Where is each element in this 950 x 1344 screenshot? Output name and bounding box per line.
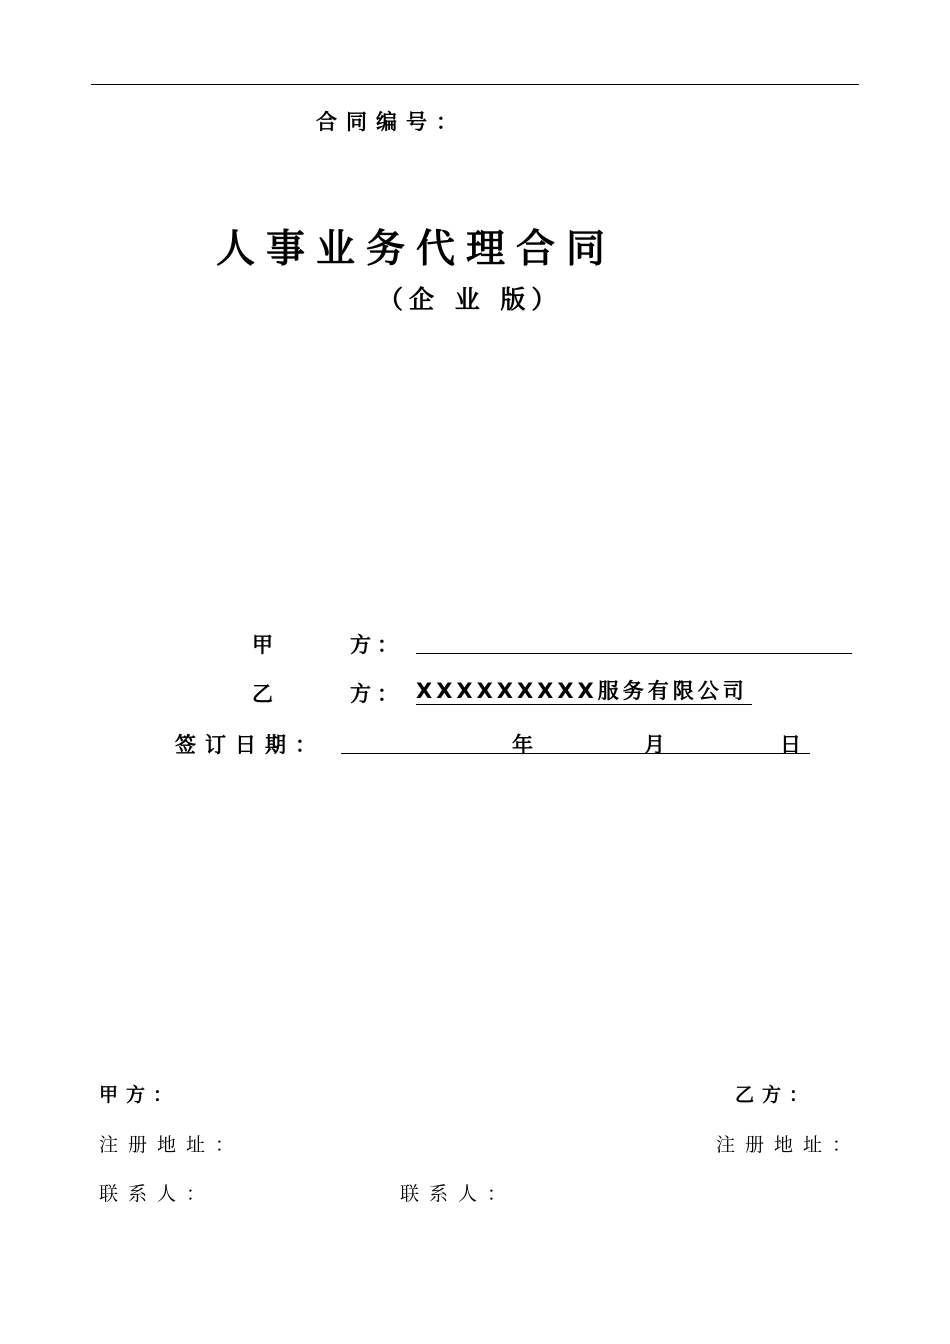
sign-date-fill-line bbox=[341, 753, 810, 754]
sign-date-label: 签订日期： bbox=[175, 733, 325, 757]
party-b-contact-label: 联系人： bbox=[400, 1183, 517, 1205]
party-a-label: 甲 bbox=[252, 633, 273, 657]
contract-number-label: 合同编号： bbox=[316, 110, 466, 134]
party-b-label: 乙 bbox=[252, 682, 273, 706]
footer-party-b-label: 乙方： bbox=[735, 1084, 817, 1106]
document-title: 人事业务代理合同 bbox=[216, 227, 617, 272]
date-day-label: 日 bbox=[780, 733, 801, 757]
top-rule bbox=[91, 84, 859, 85]
party-b-address-label: 注册地址： bbox=[716, 1134, 862, 1156]
party-a-contact-label: 联系人： bbox=[99, 1183, 216, 1205]
party-a-fill-line bbox=[416, 653, 852, 654]
party-b-colon-label: 方： bbox=[350, 682, 404, 706]
party-a-address-label: 注册地址： bbox=[99, 1134, 245, 1156]
footer-party-a-label: 甲方： bbox=[99, 1084, 181, 1106]
party-a-colon-label: 方： bbox=[350, 633, 404, 657]
party-b-company-name: XXXXXXXXX服务有限公司 bbox=[416, 678, 752, 705]
document-subtitle: （企 业 版） bbox=[378, 285, 563, 314]
date-year-label: 年 bbox=[512, 733, 533, 757]
date-month-label: 月 bbox=[644, 733, 665, 757]
